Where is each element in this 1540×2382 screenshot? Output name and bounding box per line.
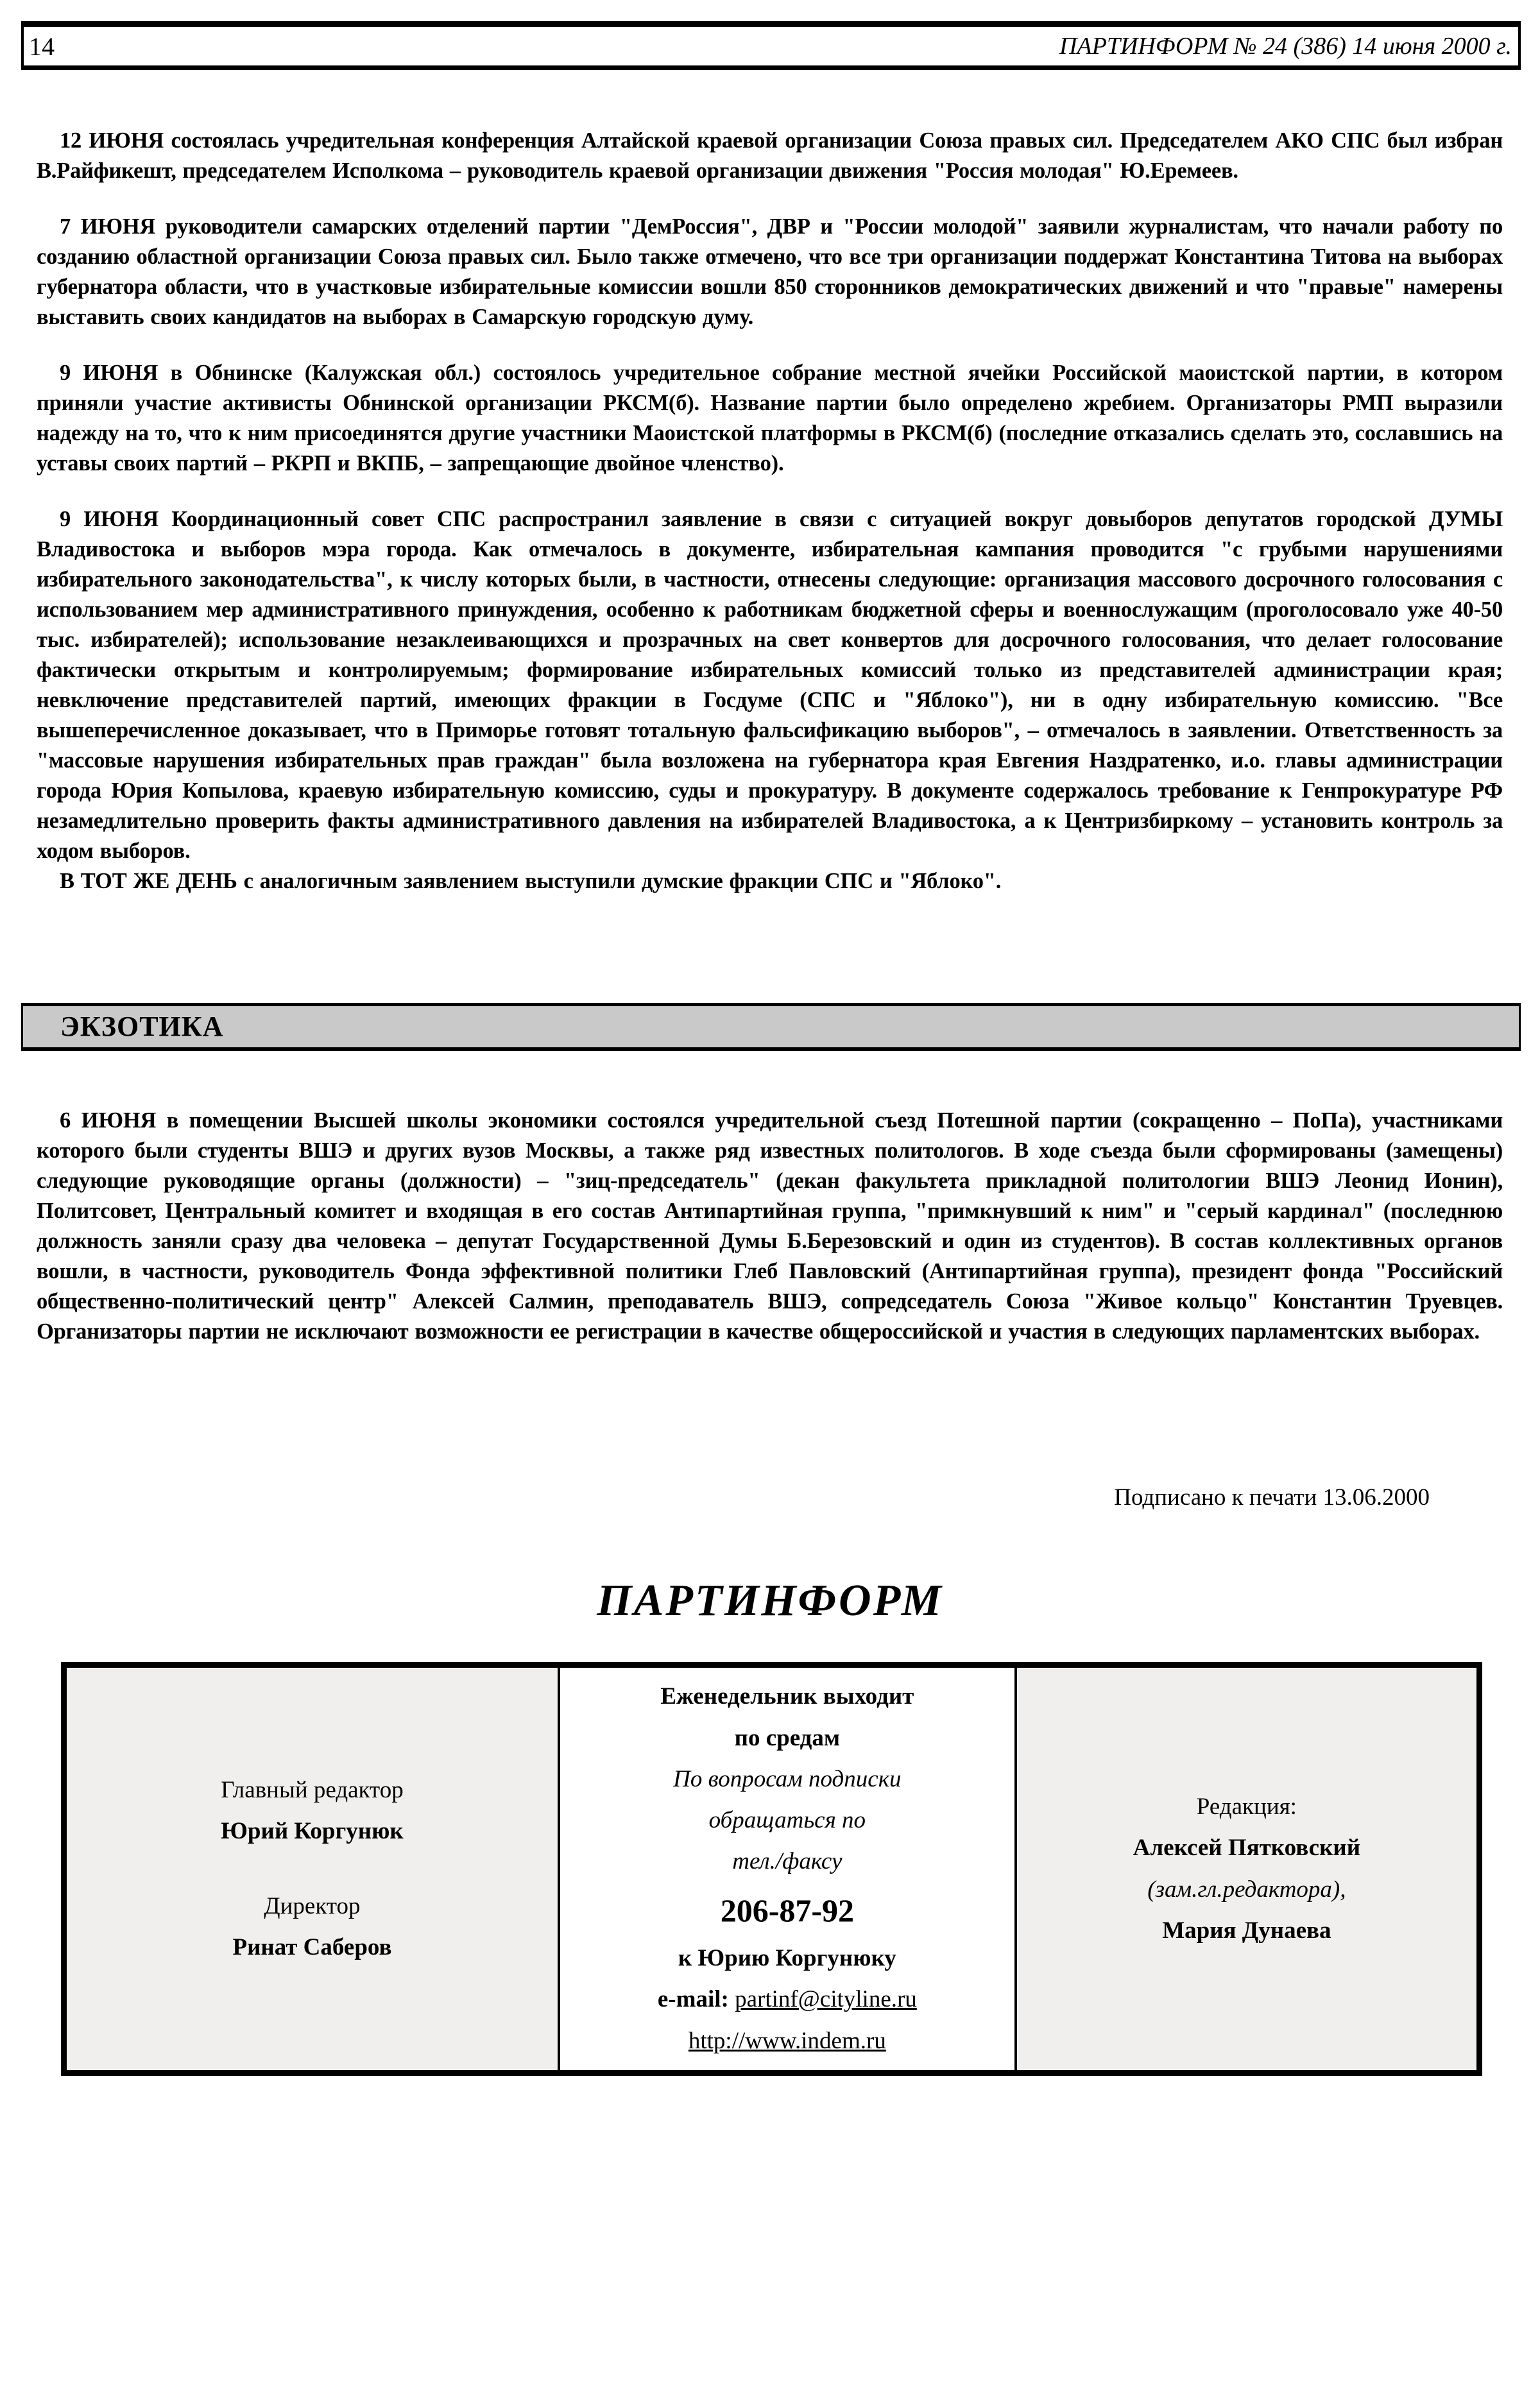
director-name: Ринат Саберов [232,1933,392,1960]
article-paragraph: 12 ИЮНЯ состоялась учредительная конференция Алтайской краевой организации Союза правых сил. Председателем АКО СПС был избран В.Райфикешт, председателем Исполкома – руководитель краевой организации движения "Россия молодая" Ю.Еремеев. [37,128,1503,183]
article-paragraph: 6 ИЮНЯ в помещении Высшей школы экономики состоялся учредительной съезд Потешной партии (сокращенно – ПоПа), участниками которого были студенты ВШЭ и других вузов Москвы, а также ряд известных политологов. В ходе съезда были сформированы (замещены) следующие руководящие органы (должности) – "зиц-председатель" (декан факультета прикладной политологии ВШЭ Леонид Ионин), Политсовет, Центральный комитет и входящая в его состав Антипартийная группа, "примкнувший к ним" и "серый кардинал" (последнюю должность заняли сразу два человека – депутат Государственной Думы Б.Березовский и один из студентов). В состав коллективных органов вошли, в частности, руководитель Фонда эффективной политики Глеб Павловский (Антипартийная группа), президент фонда "Российский общественно-политический центр" Алексей Салмин, преподаватель ВШЭ, сопредседатель Союза "Живое кольцо" Константин Труевцев. Организаторы партии не исключают возможности ее регистрации в качестве общероссийской и участия в следующих парламентских выборах. [37,1108,1503,1344]
article-paragraph: 9 ИЮНЯ в Обнинске (Калужская обл.) состоялось учредительное собрание местной ячейки Российской маоистской партии, в котором приняли участие активисты Обнинской организации РКСМ(б). Название партии было определено жребием. Организаторы РМП выразили надежду на то, что к ним присоединятся другие участники Маоистской платформы в РКСМ(б) (последние отказались сделать это, сославшись на уставы своих партий – РКРП и ВКПБ, – запрещающие двойное членство). [37,361,1503,476]
editorial-label: Редакция: [1196,1794,1297,1820]
running-header [21,21,1521,70]
director-role: Директор [264,1892,361,1919]
schedule-line: Еженедельник выходит [660,1683,914,1710]
contact-person-line: к Юрию Коргунюку [678,1945,896,1971]
subscription-line: тел./факсу [732,1848,843,1875]
email-link[interactable]: partinf@cityline.ru [735,1986,917,2013]
page-number: 14 [29,31,55,61]
email-line [658,1985,917,2014]
email-label: e-mail: [657,1986,735,2013]
article-paragraph: 7 ИЮНЯ руководители самарских отделений партии "ДемРоссия", ДВР и "России молодой" заявили журналистам, что начали работу по созданию областной организации Союза правых сил. Было также отмечено, что все три организации поддержат Константина Титова на выборах губернатора области, что в участковые избирательные комиссии вошли 850 сторонников демократических движений и что "правые" намерены выставить своих кандидатов на выборах в Самарскую городскую думу. [37,214,1503,329]
deputy-editor-role: (зам.гл.редактора), [1147,1876,1346,1903]
article-paragraph: 9 ИЮНЯ Координационный совет СПС распространил заявление в связи с ситуацией вокруг довыборов депутатов городской ДУМЫ Владивостока и выборов мэра города. Как отмечалось в документе, избирательная кампания проводится "с грубыми нарушениями избирательного законодательства", к числу которых были, в частности, отнесены следующие: организация массового досрочного голосования с использованием мер административного принуждения, особенно к работникам бюджетной сферы и военнослужащим (проголосовало уже 40-50 тыс. избирателей); использование незаклеивающихся и прозрачных на свет конвертов для досрочного голосования, что делает голосование фактически открытым и контролируемым; формирование избирательных комиссий только из представителей администрации края; невключение представителей партий, имеющих фракции в Госдуме (СПС и "Яблоко"), ни в одну избирательную комиссию. "Все вышеперечисленное доказывает, что в Приморье готовят тотальную фальсификацию выборов", – отмечалось в заявлении. Ответственность за "массовые нарушения избирательных прав граждан" была возложена на губернатора края Евгения Наздратенко, и.о. главы администрации города Юрия Копылова, краевую избирательную комиссию, суды и прокуратуру. В документе содержалось требование к Генпрокуратуре РФ незамедлительно проверить факты административного давления на избирателей Владивостока, а к Центризбиркому – установить контроль за ходом выборов. [37,507,1503,863]
imprint-cell-editors [67,1668,560,2070]
imprint-cell-subscription [560,1668,1017,2070]
website-link[interactable]: http://www.indem.ru [688,2027,886,2054]
phone-number: 206-87-92 [720,1892,854,1928]
imprint-cell-editorial-staff [1017,1668,1476,2070]
issue-title: ПАРТИНФОРМ № 24 (386) 14 июня 2000 г. [1059,33,1512,60]
deputy-editor-name: Алексей Пятковский [1133,1835,1361,1862]
masthead-title: ПАРТИНФОРМ [597,1576,943,1625]
website-line [689,2026,886,2056]
subscription-line: По вопросам подписки [673,1765,902,1792]
article-paragraph: В ТОТ ЖЕ ДЕНЬ с аналогичным заявлением выступили думские фракции СПС и "Яблоко". [60,869,1002,893]
schedule-line: по средам [734,1724,841,1751]
signed-to-print-line: Подписано к печати 13.06.2000 [1114,1484,1430,1511]
section-title: ЭКЗОТИКА [60,1011,224,1042]
news-article-block [37,126,1503,896]
exotica-article-block [37,1106,1503,1347]
staff-name: Мария Дунаева [1162,1917,1331,1944]
section-header-bar [21,1003,1521,1051]
subscription-line: обращаться по [708,1807,866,1833]
chief-editor-name: Юрий Коргунюк [221,1818,404,1845]
imprint-table [61,1662,1482,2076]
chief-editor-role: Главный редактор [221,1777,404,1803]
